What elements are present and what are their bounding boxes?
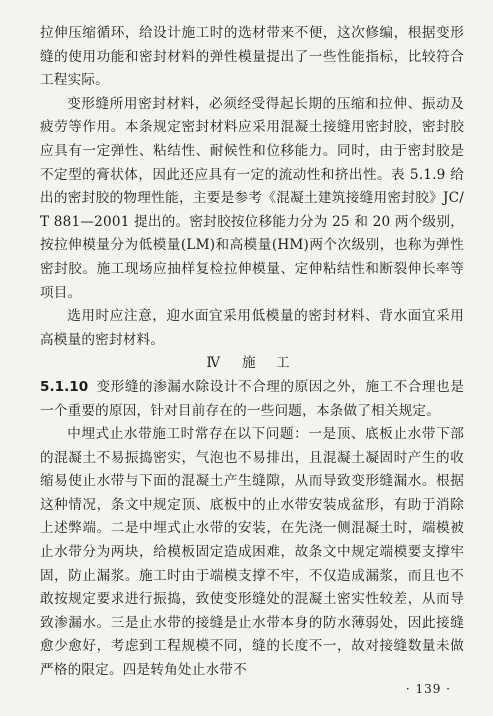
paragraph-3: 选用时应注意，迎水面宜采用低模量的密封材料、背水面宜采用高模量的密封材料。 (40, 308, 464, 348)
body-text (40, 22, 464, 683)
clause-text: 变形缝的渗漏水除设计不合理的原因之外，施工不合理也是一个重要的原因，针对目前存在的一些问题，本条做了相关规定。 (40, 378, 464, 419)
clause-paragraph (40, 376, 464, 423)
paragraph-1: 拉伸压缩循环，给设计施工时的选材带来不便，这次修编，根据变形缝的使用功能和密封材料的弹性模量提出了一些性能指标，比较符合工程实际。 (40, 25, 464, 89)
clause-number: 5.1.10 (40, 378, 89, 395)
section-heading (40, 352, 464, 376)
page-number: · 139 · (405, 682, 451, 696)
paragraph-2: 变形缝所用密封材料，必须经受得起长期的压缩和拉伸、振动及疲劳等作用。本条规定密封材料应采用混凝土接缝用密封胶，密封胶应具有一定弹性、粘结性、耐候性和位移能力。同时，由于密封胶是不定型的膏状体，因此还应具有一定的流动性和挤出性。表 5.1.9 给出的密封胶的物理性能，主要是参考《混凝土建筑接缝用密封胶》JC/T 881—2001 提出的。密封胶按位移能力分为 25 和 20 两个级别，按拉伸模量分为低模量(LM)和高模量(HM)两个次级别，也称为弹性密封胶。施工现场应抽样复检拉伸模量、定伸粘结性和断裂伸长率等项目。 (40, 95, 464, 301)
paragraph-4: 中埋式止水带施工时常存在以下问题：一是顶、底板止水带下部的混凝土不易振捣密实，气泡也不易排出，且混凝土凝固时产生的收缩易使止水带与下面的混凝土产生缝隙，从而导致变形缝漏水。根据这种情况，条文中规定顶、底板中的止水带安装成盆形，有助于消除上述弊端。二是中埋式止水带的安装，在先浇一侧混凝土时，端模被止水带分为两块，给模板固定造成困难，故条文中规定端模要支撑牢固，防止漏浆。施工时由于端模支撑不牢，不仅造成漏浆，而且也不敢按规定要求进行振捣，致使变形缝处的混凝土密实性较差，从而导致渗漏水。三是止水带的接缝是止水带本身的防水薄弱处，因此接缝愈少愈好，考虑到工程规模不同，缝的长度不一，故对接缝数量未做严格的限定。四是转角处止水带不 (40, 426, 464, 679)
section-title: 施 工 (242, 355, 298, 372)
section-numeral: Ⅳ (206, 355, 229, 372)
